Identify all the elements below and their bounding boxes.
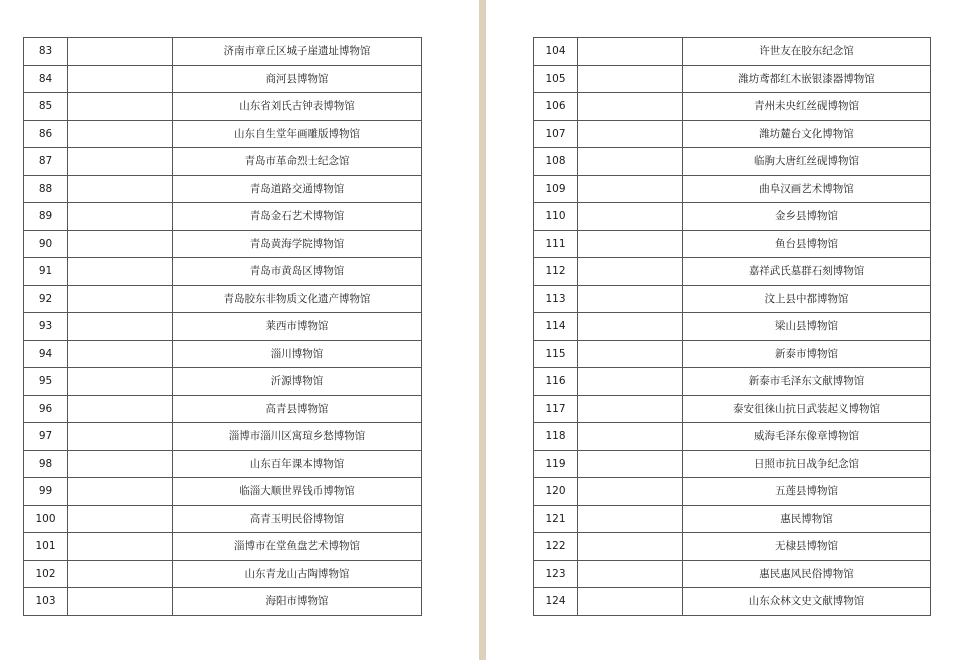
row-number: 124: [534, 588, 578, 616]
empty-cell: [68, 230, 173, 258]
row-number: 98: [24, 450, 68, 478]
table-row: [24, 203, 422, 231]
row-number: 121: [534, 505, 578, 533]
row-number: 106: [534, 93, 578, 121]
museum-name: 济南市章丘区城子崖遗址博物馆: [173, 38, 422, 66]
row-number: 113: [534, 285, 578, 313]
empty-cell: [578, 148, 683, 176]
empty-cell: [68, 120, 173, 148]
row-number: 90: [24, 230, 68, 258]
table-row: [534, 38, 931, 66]
row-number: 111: [534, 230, 578, 258]
table-row: [24, 313, 422, 341]
table-row: [24, 450, 422, 478]
table-row: [24, 93, 422, 121]
empty-cell: [578, 450, 683, 478]
empty-cell: [578, 313, 683, 341]
museum-name: 山东省刘氏古钟表博物馆: [173, 93, 422, 121]
museum-name: 潍坊鸢都红木嵌银漆器博物馆: [683, 65, 931, 93]
empty-cell: [68, 368, 173, 396]
row-number: 89: [24, 203, 68, 231]
museum-name: 惠民惠风民俗博物馆: [683, 560, 931, 588]
empty-cell: [68, 285, 173, 313]
row-number: 100: [24, 505, 68, 533]
row-number: 112: [534, 258, 578, 286]
empty-cell: [578, 93, 683, 121]
empty-cell: [68, 340, 173, 368]
table-row: [24, 65, 422, 93]
row-number: 86: [24, 120, 68, 148]
empty-cell: [578, 395, 683, 423]
museum-name: 山东众林文史文献博物馆: [683, 588, 931, 616]
row-number: 114: [534, 313, 578, 341]
table-row: [534, 423, 931, 451]
table-row: [534, 560, 931, 588]
museum-name: 沂源博物馆: [173, 368, 422, 396]
table-row: [24, 533, 422, 561]
museum-table-right: [533, 37, 931, 616]
table-row: [534, 148, 931, 176]
museum-name: 无棣县博物馆: [683, 533, 931, 561]
row-number: 107: [534, 120, 578, 148]
museum-name: 新泰市博物馆: [683, 340, 931, 368]
row-number: 91: [24, 258, 68, 286]
empty-cell: [68, 258, 173, 286]
museum-name: 新泰市毛泽东文献博物馆: [683, 368, 931, 396]
row-number: 95: [24, 368, 68, 396]
table-row: [24, 395, 422, 423]
table-row: [534, 313, 931, 341]
museum-name: 惠民博物馆: [683, 505, 931, 533]
museum-name: 临淄大顺世界钱币博物馆: [173, 478, 422, 506]
museum-name: 青岛黄海学院博物馆: [173, 230, 422, 258]
table-body-right: [534, 38, 931, 616]
table-row: [534, 395, 931, 423]
museum-name: 淄博市在堂鱼盘艺术博物馆: [173, 533, 422, 561]
row-number: 101: [24, 533, 68, 561]
empty-cell: [578, 120, 683, 148]
table-body-left: [24, 38, 422, 616]
row-number: 97: [24, 423, 68, 451]
museum-name: 青州未央红丝砚博物馆: [683, 93, 931, 121]
row-number: 105: [534, 65, 578, 93]
empty-cell: [68, 450, 173, 478]
table-row: [24, 38, 422, 66]
empty-cell: [68, 423, 173, 451]
row-number: 104: [534, 38, 578, 66]
row-number: 109: [534, 175, 578, 203]
empty-cell: [68, 395, 173, 423]
museum-name: 山东百年课本博物馆: [173, 450, 422, 478]
table-row: [534, 588, 931, 616]
table-row: [24, 148, 422, 176]
empty-cell: [68, 65, 173, 93]
empty-cell: [578, 38, 683, 66]
row-number: 87: [24, 148, 68, 176]
empty-cell: [68, 93, 173, 121]
empty-cell: [68, 148, 173, 176]
museum-name: 海阳市博物馆: [173, 588, 422, 616]
row-number: 83: [24, 38, 68, 66]
table-row: [24, 560, 422, 588]
empty-cell: [68, 505, 173, 533]
table-row: [24, 340, 422, 368]
table-row: [534, 203, 931, 231]
row-number: 103: [24, 588, 68, 616]
museum-name: 临朐大唐红丝砚博物馆: [683, 148, 931, 176]
row-number: 117: [534, 395, 578, 423]
table-row: [534, 340, 931, 368]
row-number: 92: [24, 285, 68, 313]
row-number: 119: [534, 450, 578, 478]
table-row: [534, 533, 931, 561]
museum-name: 莱西市博物馆: [173, 313, 422, 341]
empty-cell: [578, 340, 683, 368]
museum-name: 青岛金石艺术博物馆: [173, 203, 422, 231]
table-row: [24, 258, 422, 286]
table-row: [534, 65, 931, 93]
empty-cell: [68, 313, 173, 341]
table-row: [534, 368, 931, 396]
row-number: 122: [534, 533, 578, 561]
museum-name: 高青玉明民俗博物馆: [173, 505, 422, 533]
museum-name: 鱼台县博物馆: [683, 230, 931, 258]
empty-cell: [578, 65, 683, 93]
empty-cell: [68, 588, 173, 616]
row-number: 120: [534, 478, 578, 506]
museum-name: 泰安徂徕山抗日武装起义博物馆: [683, 395, 931, 423]
row-number: 110: [534, 203, 578, 231]
museum-table-left: [23, 37, 422, 616]
row-number: 118: [534, 423, 578, 451]
museum-name: 许世友在胶东纪念馆: [683, 38, 931, 66]
museum-name: 青岛胶东非物质文化遗产博物馆: [173, 285, 422, 313]
empty-cell: [578, 285, 683, 313]
table-row: [24, 505, 422, 533]
empty-cell: [578, 478, 683, 506]
museum-name: 商河县博物馆: [173, 65, 422, 93]
museum-name: 山东青龙山古陶博物馆: [173, 560, 422, 588]
right-page: [486, 0, 958, 660]
table-row: [24, 175, 422, 203]
empty-cell: [578, 560, 683, 588]
empty-cell: [68, 38, 173, 66]
museum-name: 潍坊麓台文化博物馆: [683, 120, 931, 148]
table-row: [24, 423, 422, 451]
row-number: 102: [24, 560, 68, 588]
table-row: [24, 478, 422, 506]
table-row: [534, 285, 931, 313]
table-row: [534, 258, 931, 286]
museum-name: 日照市抗日战争纪念馆: [683, 450, 931, 478]
table-row: [24, 120, 422, 148]
museum-name: 嘉祥武氏墓群石刻博物馆: [683, 258, 931, 286]
museum-name: 淄博市淄川区寓瑄乡愁博物馆: [173, 423, 422, 451]
page-gutter: [479, 0, 486, 660]
empty-cell: [578, 368, 683, 396]
museum-name: 青岛道路交通博物馆: [173, 175, 422, 203]
empty-cell: [68, 478, 173, 506]
row-number: 123: [534, 560, 578, 588]
row-number: 85: [24, 93, 68, 121]
museum-name: 山东自生堂年画雕版博物馆: [173, 120, 422, 148]
table-row: [534, 120, 931, 148]
empty-cell: [578, 230, 683, 258]
empty-cell: [578, 533, 683, 561]
empty-cell: [578, 203, 683, 231]
table-row: [24, 285, 422, 313]
empty-cell: [578, 505, 683, 533]
museum-name: 梁山县博物馆: [683, 313, 931, 341]
row-number: 115: [534, 340, 578, 368]
museum-name: 五莲县博物馆: [683, 478, 931, 506]
empty-cell: [68, 533, 173, 561]
table-row: [24, 588, 422, 616]
table-row: [534, 93, 931, 121]
museum-name: 淄川博物馆: [173, 340, 422, 368]
row-number: 116: [534, 368, 578, 396]
museum-name: 汶上县中都博物馆: [683, 285, 931, 313]
row-number: 108: [534, 148, 578, 176]
museum-name: 青岛市革命烈士纪念馆: [173, 148, 422, 176]
empty-cell: [578, 423, 683, 451]
museum-name: 金乡县博物馆: [683, 203, 931, 231]
table-row: [534, 175, 931, 203]
museum-name: 威海毛泽东像章博物馆: [683, 423, 931, 451]
table-row: [24, 230, 422, 258]
empty-cell: [68, 203, 173, 231]
row-number: 96: [24, 395, 68, 423]
empty-cell: [68, 560, 173, 588]
row-number: 88: [24, 175, 68, 203]
museum-name: 曲阜汉画艺术博物馆: [683, 175, 931, 203]
empty-cell: [578, 588, 683, 616]
row-number: 99: [24, 478, 68, 506]
empty-cell: [68, 175, 173, 203]
table-row: [534, 450, 931, 478]
row-number: 94: [24, 340, 68, 368]
table-row: [24, 368, 422, 396]
row-number: 84: [24, 65, 68, 93]
row-number: 93: [24, 313, 68, 341]
empty-cell: [578, 175, 683, 203]
table-row: [534, 230, 931, 258]
table-row: [534, 505, 931, 533]
table-row: [534, 478, 931, 506]
museum-name: 高青县博物馆: [173, 395, 422, 423]
empty-cell: [578, 258, 683, 286]
museum-name: 青岛市黄岛区博物馆: [173, 258, 422, 286]
